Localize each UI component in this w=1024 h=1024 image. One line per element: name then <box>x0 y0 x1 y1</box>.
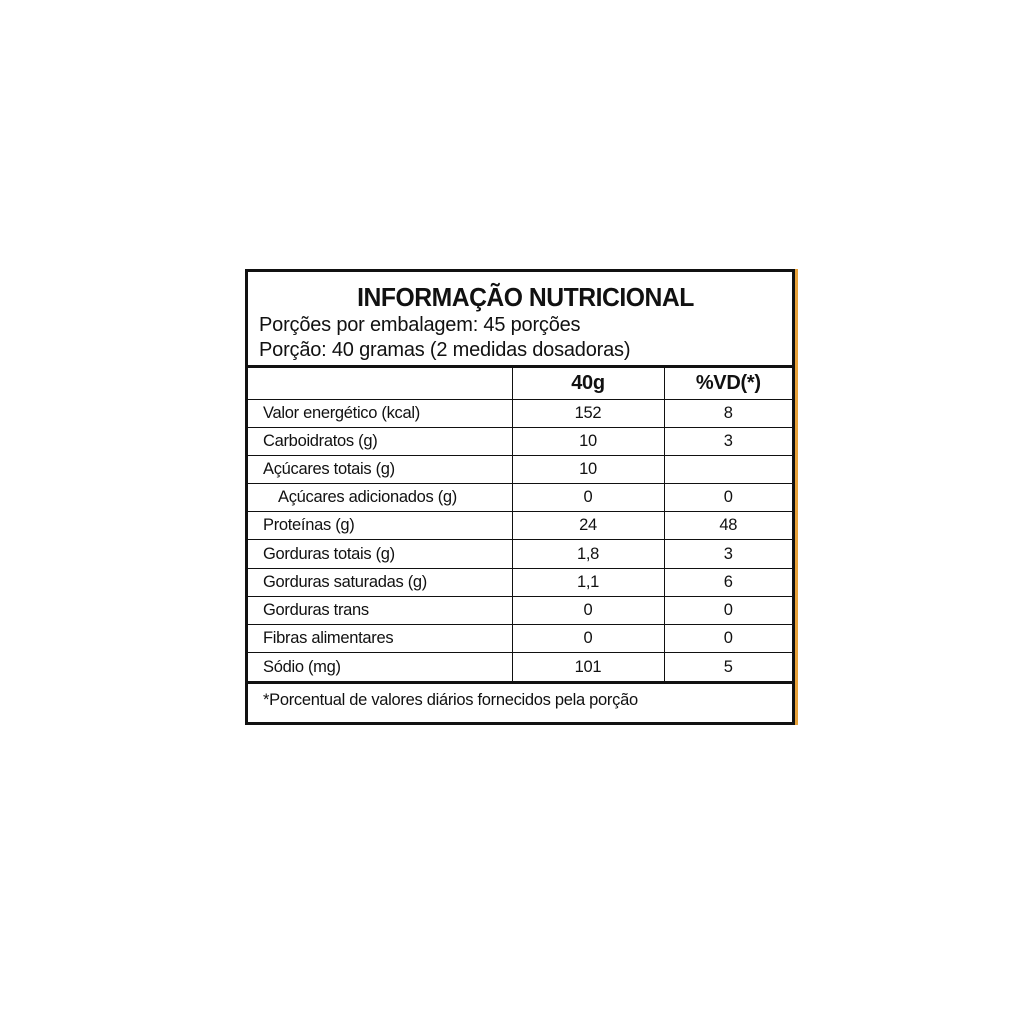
table-row <box>248 484 792 512</box>
nutrient-daily-value: 48 <box>664 512 792 540</box>
nutrition-table <box>248 368 792 684</box>
nutrient-daily-value: 6 <box>664 568 792 596</box>
table-row <box>248 625 792 653</box>
table-row <box>248 653 792 683</box>
nutrient-amount: 101 <box>512 653 664 683</box>
table-row <box>248 399 792 427</box>
column-header-nutrient <box>248 368 512 399</box>
footnote: *Porcentual de valores diários fornecidos pela porção <box>263 691 638 710</box>
nutrient-name: Valor energético (kcal) <box>248 399 512 427</box>
nutrient-name: Sódio (mg) <box>248 653 512 683</box>
nutrient-name: Fibras alimentares <box>248 625 512 653</box>
nutrient-name: Açúcares totais (g) <box>248 455 512 483</box>
nutrient-daily-value: 3 <box>664 427 792 455</box>
nutrient-amount: 152 <box>512 399 664 427</box>
label-header <box>248 272 792 368</box>
nutrient-daily-value: 3 <box>664 540 792 568</box>
nutrient-name: Carboidratos (g) <box>248 427 512 455</box>
table-row <box>248 427 792 455</box>
label-title: INFORMAÇÃO NUTRICIONAL <box>357 282 694 312</box>
table-row <box>248 596 792 624</box>
nutrient-name: Proteínas (g) <box>248 512 512 540</box>
nutrient-amount: 1,1 <box>512 568 664 596</box>
nutrient-amount: 0 <box>512 596 664 624</box>
nutrient-daily-value: 0 <box>664 596 792 624</box>
servings-per-package: Porções por embalagem: 45 porções <box>259 314 581 336</box>
table-header-row <box>248 368 792 399</box>
table-row <box>248 512 792 540</box>
nutrient-amount: 10 <box>512 427 664 455</box>
nutrient-daily-value: 5 <box>664 653 792 683</box>
nutrient-amount: 24 <box>512 512 664 540</box>
serving-size: Porção: 40 gramas (2 medidas dosadoras) <box>259 339 631 361</box>
nutrient-name: Gorduras trans <box>248 596 512 624</box>
nutrition-facts-label <box>245 269 795 725</box>
table-row <box>248 540 792 568</box>
table-row <box>248 568 792 596</box>
nutrient-name: Gorduras totais (g) <box>248 540 512 568</box>
nutrient-name: Gorduras saturadas (g) <box>248 568 512 596</box>
nutrient-daily-value: 0 <box>664 625 792 653</box>
column-header-amount: 40g <box>512 368 664 399</box>
column-header-daily-value: %VD(*) <box>664 368 792 399</box>
label-edge-accent <box>795 269 798 725</box>
nutrient-amount: 1,8 <box>512 540 664 568</box>
nutrient-amount: 0 <box>512 484 664 512</box>
nutrient-daily-value: 8 <box>664 399 792 427</box>
nutrient-amount: 10 <box>512 455 664 483</box>
nutrient-amount: 0 <box>512 625 664 653</box>
nutrient-name: Açúcares adicionados (g) <box>248 484 512 512</box>
nutrient-daily-value: 0 <box>664 484 792 512</box>
table-row <box>248 455 792 483</box>
nutrient-daily-value <box>664 455 792 483</box>
